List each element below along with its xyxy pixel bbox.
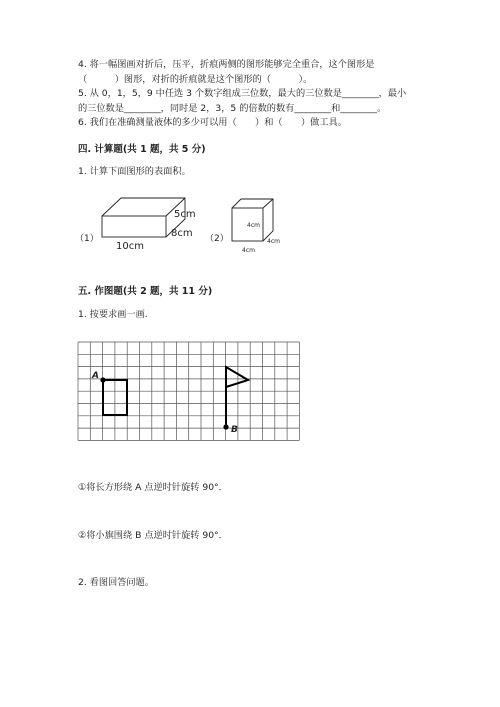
s5-q2-text: 2. 看图回答问题。 xyxy=(78,577,154,588)
q5-line2: 的三位数是________，同时是 2，3，5 的倍数的数有________和________。 xyxy=(78,103,387,114)
figure1-index: （1） xyxy=(75,234,99,244)
q5-line1: 5. 从 0，1，5，9 中任选 3 个数字组成三位数，最大的三位数是________，最小 xyxy=(78,88,407,99)
cube-top-right-edge xyxy=(263,199,273,208)
s4-q1-text: 1. 计算下面图形的表面积。 xyxy=(78,166,191,177)
point-b-label: B xyxy=(231,425,238,435)
drawing-grid xyxy=(78,342,299,440)
flag-shape xyxy=(226,367,248,427)
q6-line1: 6. 我们在准确测量液体的多少可以用（ ）和（ ）做工具。 xyxy=(78,117,347,128)
point-a-label: A xyxy=(92,371,99,381)
q4-line1: 4. 将一幅图画对折后，压平，折痕两侧的图形能够完全重合，这个图形是 xyxy=(78,59,375,70)
q4-line2: （ ）图形，对折的折痕就是这个图形的（ ）。 xyxy=(78,74,313,85)
cube-label-front: 4cm xyxy=(247,222,260,229)
cube-label-bottom: 4cm xyxy=(242,247,255,254)
cube-back-edges xyxy=(232,199,273,241)
cuboid-width-label: 8cm xyxy=(171,228,193,239)
task2-text: ②将小旗围绕 B 点逆时针旋转 90°． xyxy=(78,530,228,541)
cube-figure xyxy=(232,199,273,241)
figure2-index: （2） xyxy=(205,234,229,244)
point-b-dot xyxy=(223,424,228,429)
cuboid-height-label: 5cm xyxy=(174,209,196,220)
point-a-dot xyxy=(100,377,105,382)
cube-label-right: 4cm xyxy=(267,238,280,245)
task1-text: ①将长方形绕 A 点逆时针旋转 90°． xyxy=(78,482,228,493)
cuboid-front-face xyxy=(102,216,166,237)
section5-title: 五. 作图题(共 2 题，共 11 分) xyxy=(78,286,213,297)
cuboid-length-label: 10cm xyxy=(116,241,144,252)
section4-title: 四. 计算题(共 1 题，共 5 分) xyxy=(78,144,206,155)
s5-q1-text: 1. 按要求画一画. xyxy=(78,309,148,320)
